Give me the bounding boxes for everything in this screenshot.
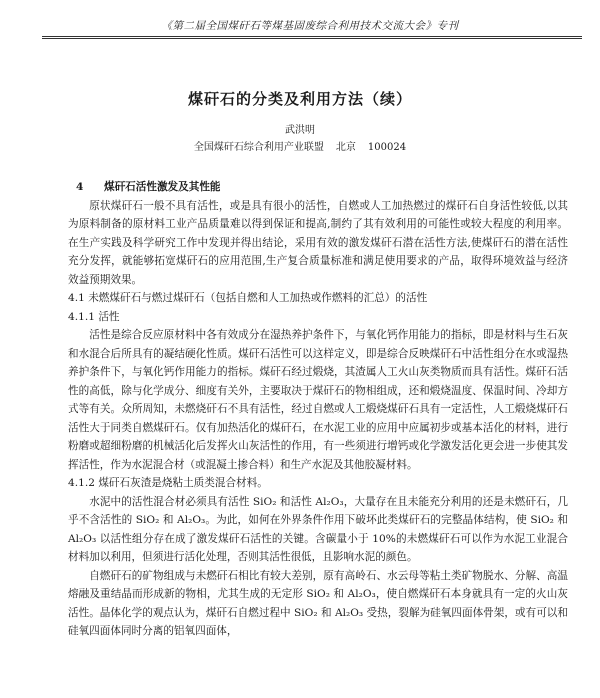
subsection-heading-4-1: 4.1 未燃煤矸石与燃过煤矸石（包括自燃和人工加热或作燃料的汇总）的活性 bbox=[68, 292, 428, 304]
paragraph-intro: 原状煤矸石一般不具有活性，或是具有很小的活性，自燃或人工加热燃过的煤矸石自身活性较低,以其为原料制备的原材料工业产品质量难以得到保证和提高,制约了其有效利用的可能性或较大程度的利用率。在生产实践及科学研究工作中发现并得出结论，采用有效的激发煤矸石潜在活性方法,使煤矸石的潜在活性充分发挥，就能够拓宽煤矸石的应用范围,生产复合质量标准和满足使用要求的产品，取得环境效益与经济效益预期效果。 bbox=[68, 199, 568, 286]
subsection-heading-4-1-2: 4.1.2 煤矸石灰渣是烧粘土质类混合材料。 bbox=[68, 477, 268, 489]
affiliation bbox=[0, 138, 600, 153]
running-header: 《第二届全国煤矸石等煤基固废综合利用技术交流大会》专刊 bbox=[161, 20, 459, 32]
paragraph-activity: 活性是综合反应原材料中各有效成分在湿热养护条件下，与氧化钙作用能力的指标，即是材料与生石灰和水混合后所具有的凝结硬化性质。煤矸石活性可以这样定义，即是综合反映煤矸石中活性组分在水或湿热养护条件下，与氧化钙作用能力的指标。煤矸石经过煅烧，其渣属人工火山灰类物质而具有活性。煤矸石活性的高低，除与化学成分、细度有关外，主要取决于煤矸石的物相组成，还和煅烧温度、保温时间、冷却方式等有关。众所周知，未燃烧矸石不具有活性，经过自燃或人工煅烧煤矸石具有一定活性，人工煅烧煤矸石活性大于同类自燃煤矸石。仅有加热活化的煤矸石，在水泥工业的应用中应属初步或基本活化的材料，进行粉磨或超细粉磨的机械活化后发挥火山灰活性的作用，有一些须进行增钙或化学激发活化更会进一步使其发挥活性，作为水泥混合材（或混凝土掺合料）和生产水泥及其他胶凝材料。 bbox=[68, 329, 568, 471]
author: 武洪明 bbox=[285, 125, 315, 136]
subsection-heading-4-1-1: 4.1.1 活性 bbox=[68, 310, 120, 323]
paper-body bbox=[68, 178, 568, 641]
paper-title: 煤矸石的分类及利用方法（续） bbox=[187, 90, 412, 108]
paragraph-mineral: 自燃矸石的矿物组成与未燃矸石相比有较大差别，原有高岭石、水云母等粘土类矿物脱水、分解、高温熔融及重结晶而形成新的物相，尤其生成的无定形 SiO₂ 和 Al₂O₃，使自燃煤矸石本身就具有一定的火山灰活性。晶体化学的观点认为，煤矸石自燃过程中 SiO₂ 和 Al₂O₃ 受热，裂解为硅氧四面体骨架，或有可以和硅氧四面体同时分离的铝氧四面体， bbox=[68, 569, 568, 637]
affiliation-city: 北京 bbox=[335, 142, 356, 153]
section-heading bbox=[68, 178, 568, 197]
paragraph-cement: 水泥中的活性混合材必须具有活性 SiO₂ 和活性 Al₂O₃，大量存在且未能充分利用的还是未燃矸石，几乎不含活性的 SiO₂ 和 Al₂O₃。为此，如何在外界条件作用下破坏此类煤矸石的完整晶体结构，使 SiO₂ 和 Al₂O₃ 以活性组分存在成了激发煤矸石活性的关键。含碳量小于 10%的未燃煤矸石可以作为水泥工业混合材料加以利用，但须进行活化处理，否则其活性很低，且影响水泥的颜色。 bbox=[68, 495, 568, 563]
affiliation-postcode: 100024 bbox=[367, 142, 407, 153]
affiliation-org: 全国煤矸石综合利用产业联盟 bbox=[193, 142, 324, 153]
header-rule bbox=[42, 36, 582, 39]
section-number: 4 bbox=[76, 181, 84, 193]
section-title: 煤矸石活性激发及其性能 bbox=[104, 181, 221, 193]
